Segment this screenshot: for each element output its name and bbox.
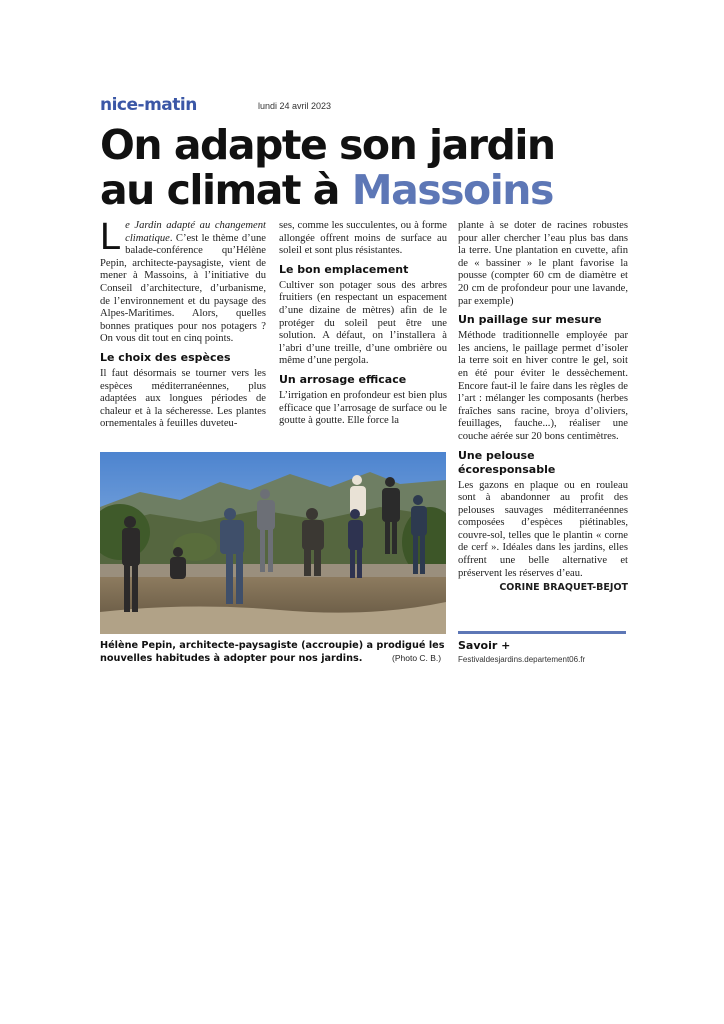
section-text-choix-2: ses, comme les succulentes, ou à forme allongée offrent moins de surface au soleil et sont plus résistantes. [279, 220, 447, 257]
section-title-pelouse-line-1: Une pelouse [458, 448, 535, 462]
author-signature: CORINE BRAQUET-BEJOT [499, 582, 628, 594]
photo-caption: Hélène Pepin, architecte-paysagiste (accroupie) a prodigué les nouvelles habitudes à adopter pour nos jardins. [100, 640, 445, 664]
savoir-link[interactable]: Festivaldesjardins.departement06.fr [458, 655, 586, 664]
section-title-arrosage: Un arrosage efficace [279, 372, 407, 386]
headline [100, 123, 640, 213]
article-column-3 [458, 220, 628, 595]
savoir-divider [458, 631, 626, 634]
section-text-arrosage-2: plante à se doter de racines robustes pour aller chercher l’eau plus bas dans la terre. Une plantation en cuvette, afin de « bassiner » le plant favorise la pousse (compter 60 cm de diamètre et 20 cm de profondeur pour une lavande, par exemple) [458, 220, 628, 307]
publication-date: lundi 24 avril 2023 [258, 101, 332, 111]
article-photo [100, 452, 446, 634]
headline-line-1: On adapte son jardin [100, 121, 555, 169]
intro-italic-title: e Jardin adapté au changement climatique [125, 220, 266, 244]
drop-cap: L [100, 216, 122, 258]
section-text-choix-1: Il faut désormais se tourner vers les espèces méditerranéennes, plus adaptées aux longues périodes de chaleur et à la sécheresse. Les plantes ornementales à feuilles duveteu- [100, 367, 266, 430]
headline-line-2-plain: au climat à [100, 166, 339, 214]
article-column-1 [100, 216, 266, 431]
garden-workshop-photo [100, 452, 446, 634]
headline-accent-word: Massoins [351, 166, 553, 214]
savoir-title: Savoir + [458, 639, 511, 652]
section-text-arrosage-1: L’irrigation en profondeur est bien plus efficace que l’arrosage de surface ou le goutte à goutte. Elle force la [279, 389, 447, 427]
section-title-paillage: Un paillage sur mesure [458, 313, 602, 327]
headline-line-2 [100, 168, 640, 213]
section-text-paillage: Méthode traditionnelle employée par les anciens, le paillage permet d’isoler la terre soit en hiver contre le gel, soit en été pour éviter le dessèchement. Encore faut-il le faire dans les règles de l’art : mélanger les composants (herbes fraîches sans racine, broya d’oliviers, feuillages, fauche...), réaliser une couche aérée sur 20 bons centimètres. [458, 330, 628, 442]
section-text-pelouse: Les gazons en plaque ou en rouleau sont à abandonner au profit des pelouses sauvages méditerranéennes composées d’espèces piétinables, couvre-sol, telles que le plantin « corne de cerf ». Idéales dans les jardins, elles offrent une belle alternative et préservent les réserves d’eau. [458, 479, 628, 579]
intro-paragraph [100, 216, 266, 346]
section-title-choix: Le choix des espèces [100, 350, 231, 364]
section-title-emplacement: Le bon emplacement [279, 262, 409, 276]
photo-credit: (Photo C. B.) [392, 653, 442, 663]
section-title-pelouse-line-2: écoresponsable [458, 462, 556, 476]
section-title-pelouse [458, 449, 628, 477]
section-text-emplacement: Cultiver son potager sous des arbres fruitiers (en respectant un espacement d’une dizaine de mètres) afin de le protéger du soleil peut être une solution. A défaut, on l’installera à l’abri d’une treille, d’une ombrière ou même d’une pergola. [279, 279, 447, 367]
intro-text: . C’est le thème d’une balade-conférence qu’Hélène Pepin, architecte-paysagiste, vient de mener à Massoins, à l’initiative du Conseil d’architecture, d’urbanisme, de l’environnement et du paysage des Alpes-Maritimes. Alors, quelles bonnes pratiques pour nos potagers ? On vous dit tout en cinq points. [100, 232, 266, 345]
masthead-logo: nice-matin [100, 95, 197, 115]
article-column-2 [279, 220, 447, 428]
